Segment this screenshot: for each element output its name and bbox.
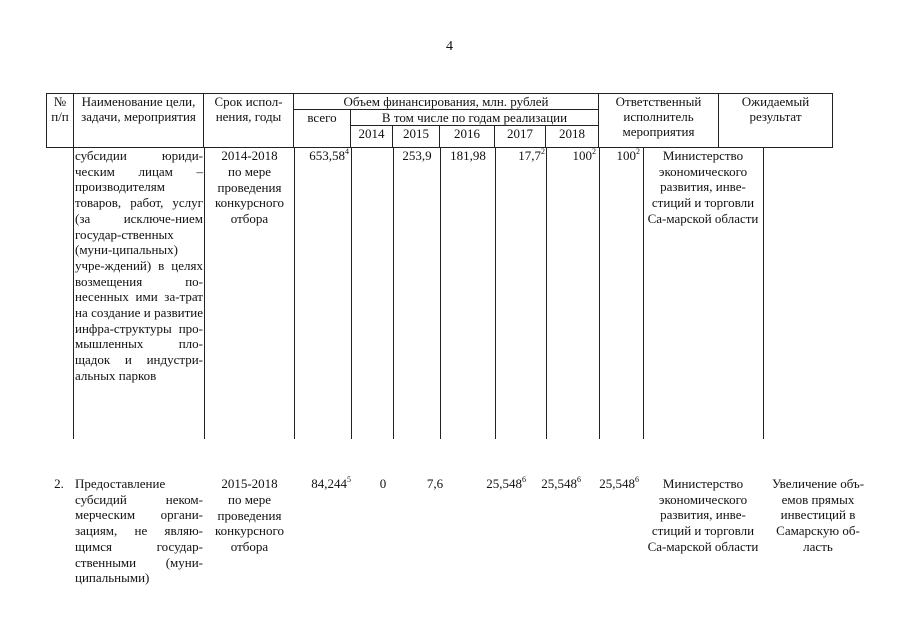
- row2-total: 84,244$^5$: [311, 474, 351, 491]
- header-year-2018: 2018: [546, 126, 599, 148]
- column-divider: [73, 147, 74, 439]
- row2-num: 2.: [54, 476, 64, 491]
- header-funding: Объем финансирования, млн. рублей: [294, 94, 599, 110]
- row1-2015: 181,98: [450, 148, 486, 163]
- row2-2018: 25,548$^6$: [599, 474, 639, 491]
- row2-name: Предоставление субсидий неком-мерческим органи-зациям, не являю-щимся государ-ственными (муни-ципальными): [75, 476, 203, 586]
- row2-responsible: Министерство экономического развития, инве-стиций и торговли Са-марской области: [647, 476, 759, 554]
- row1-term-note: по мере проведения конкурсного отбора: [215, 164, 284, 227]
- column-divider: [763, 147, 764, 439]
- row1-term-years: 2014-2018: [221, 148, 278, 163]
- row1-2017: $100^2$: [572, 146, 596, 163]
- row2-2016: 25,548$^6$: [486, 474, 526, 491]
- header-year-2015: 2015: [393, 126, 440, 148]
- header-year-2014: 2014: [351, 126, 393, 148]
- column-divider: [495, 147, 496, 439]
- row2-2015: 7,6: [426, 476, 444, 491]
- column-divider: [599, 147, 600, 439]
- column-divider: [351, 147, 352, 439]
- row2-term-years: 2015-2018: [221, 476, 278, 491]
- column-divider: [294, 147, 295, 439]
- header-num: № п/п: [47, 94, 74, 148]
- header-responsible: Ответственный исполнитель мероприятия: [599, 94, 719, 148]
- column-divider: [546, 147, 547, 439]
- header-result: Ожидаемый результат: [719, 94, 833, 148]
- row2-2014: 0: [379, 476, 387, 491]
- row1-2018: $100^2$: [616, 146, 640, 163]
- column-divider: [440, 147, 441, 439]
- row1-2016: 17,7$^2$: [518, 146, 545, 163]
- table-header: [46, 93, 833, 148]
- header-term: Срок испол-нения, годы: [204, 94, 294, 148]
- row1-total: 653,58$^4$: [309, 146, 349, 163]
- header-year-2017: 2017: [495, 126, 546, 148]
- row1-2014: 253,9: [402, 148, 432, 163]
- page-number: 4: [446, 39, 453, 54]
- header-by-years: В том числе по годам реализации: [351, 110, 599, 126]
- header-name: Наименование цели, задачи, мероприятия: [74, 94, 204, 148]
- column-divider: [393, 147, 394, 439]
- row2-result: Увеличение объ-емов прямых инвестиций в Самарскую об-ласть: [771, 476, 865, 554]
- row2-term-note: по мере проведения конкурсного отбора: [215, 492, 284, 555]
- header-year-2016: 2016: [440, 126, 495, 148]
- row1-name: субсидии юриди-ческим лицам – производителям товаров, работ, услуг (за исключе-нием государ-ственных (муни-ципальных) учре-ждений) в целях возмещения по-несенных ими за-трат на создание и развитие инфра-структуры про-мышленных пло-щадок и индустри-альных парков: [75, 148, 203, 383]
- row1-responsible: Министерство экономического развития, инве-стиций и торговли Са-марской области: [647, 148, 759, 226]
- row2-2017: 25,548$^6$: [541, 474, 581, 491]
- header-total: всего: [294, 110, 351, 148]
